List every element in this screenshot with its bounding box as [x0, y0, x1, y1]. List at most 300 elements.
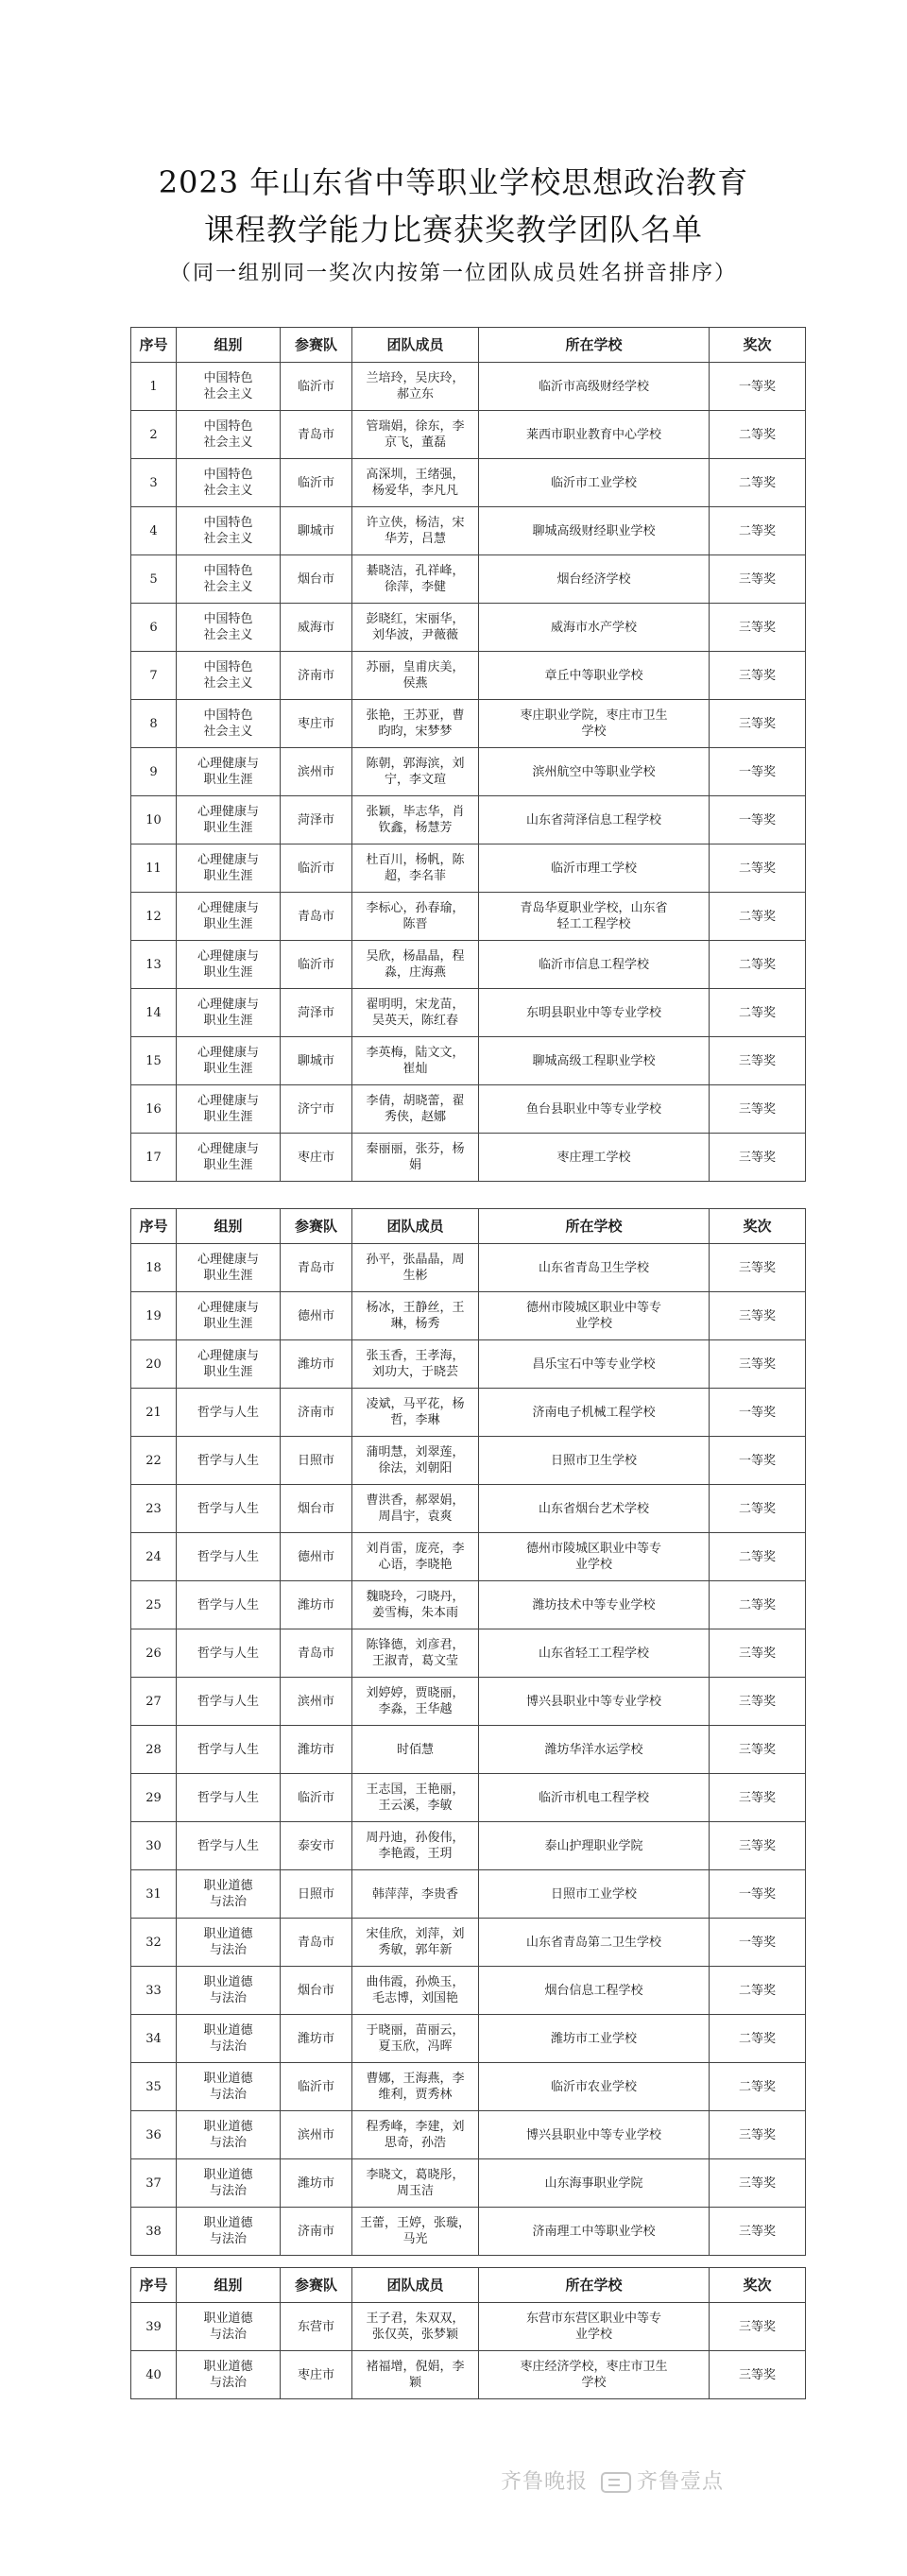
cell-category: 心理健康与 职业生涯 [177, 1292, 281, 1340]
cell-team-region: 临沂市 [281, 941, 352, 989]
cell-index: 11 [131, 844, 177, 893]
cell-team-region: 临沂市 [281, 1774, 352, 1822]
cell-index: 24 [131, 1533, 177, 1581]
awards-table-1 [130, 327, 806, 1182]
cell-award: 二等奖 [710, 2015, 806, 2063]
cell-team-region: 青岛市 [281, 411, 352, 459]
cell-index: 36 [131, 2111, 177, 2159]
cell-school: 山东省菏泽信息工程学校 [479, 796, 710, 844]
table-row [131, 459, 806, 507]
table-row [131, 604, 806, 652]
cell-category: 心理健康与 职业生涯 [177, 748, 281, 796]
table-row [131, 796, 806, 844]
cell-school: 山东省青岛第二卫生学校 [479, 1919, 710, 1967]
cell-index: 38 [131, 2208, 177, 2256]
awards-table-2 [130, 1208, 806, 2256]
cell-team-region: 枣庄市 [281, 700, 352, 748]
cell-members: 韩萍萍，李贵香 [352, 1870, 479, 1919]
footer-watermark [501, 2465, 724, 2495]
cell-award: 三等奖 [710, 1774, 806, 1822]
cell-index: 14 [131, 989, 177, 1037]
table-row [131, 2015, 806, 2063]
cell-category: 中国特色 社会主义 [177, 459, 281, 507]
cell-members: 李倩，胡晓蕾，翟 秀侠，赵娜 [352, 1085, 479, 1134]
cell-team-region: 威海市 [281, 604, 352, 652]
cell-index: 25 [131, 1581, 177, 1629]
cell-index: 4 [131, 507, 177, 555]
cell-members: 吴欣，杨晶晶，程 淼，庄海燕 [352, 941, 479, 989]
cell-category: 哲学与人生 [177, 1726, 281, 1774]
cell-award: 三等奖 [710, 700, 806, 748]
cell-category: 心理健康与 职业生涯 [177, 1340, 281, 1389]
cell-school: 滨州航空中等职业学校 [479, 748, 710, 796]
cell-index: 3 [131, 459, 177, 507]
cell-school: 枣庄经济学校，枣庄市卫生 学校 [479, 2351, 710, 2399]
cell-members: 管瑞娟，徐东，李 京飞，董磊 [352, 411, 479, 459]
column-header: 序号 [131, 328, 177, 363]
cell-members: 高深圳，王绪强， 杨爱华，李凡凡 [352, 459, 479, 507]
news-app-icon [601, 2472, 631, 2493]
column-header: 序号 [131, 1209, 177, 1244]
cell-award: 三等奖 [710, 1085, 806, 1134]
cell-index: 2 [131, 411, 177, 459]
table-row [131, 411, 806, 459]
cell-index: 27 [131, 1678, 177, 1726]
cell-award: 三等奖 [710, 555, 806, 604]
table-row [131, 700, 806, 748]
cell-category: 哲学与人生 [177, 1822, 281, 1870]
cell-school: 济南电子机械工程学校 [479, 1389, 710, 1437]
cell-category: 心理健康与 职业生涯 [177, 893, 281, 941]
cell-members: 许立侠，杨洁，宋 华芳，吕慧 [352, 507, 479, 555]
cell-team-region: 聊城市 [281, 507, 352, 555]
cell-members: 宋佳欣，刘萍，刘 秀敏，郭年新 [352, 1919, 479, 1967]
cell-members: 王蕾，王婷，张璇， 马光 [352, 2208, 479, 2256]
cell-team-region: 烟台市 [281, 1485, 352, 1533]
cell-index: 22 [131, 1437, 177, 1485]
cell-category: 哲学与人生 [177, 1533, 281, 1581]
cell-category: 职业道德 与法治 [177, 1919, 281, 1967]
cell-team-region: 德州市 [281, 1533, 352, 1581]
cell-team-region: 潍坊市 [281, 1340, 352, 1389]
cell-members: 李标心，孙春瑜， 陈晋 [352, 893, 479, 941]
column-header: 奖次 [710, 1209, 806, 1244]
cell-school: 山东省青岛卫生学校 [479, 1244, 710, 1292]
cell-award: 三等奖 [710, 1134, 806, 1182]
cell-category: 心理健康与 职业生涯 [177, 844, 281, 893]
cell-members: 曲伟霞，孙焕玉， 毛志博，刘国艳 [352, 1967, 479, 2015]
table-row [131, 1340, 806, 1389]
cell-award: 三等奖 [710, 1340, 806, 1389]
cell-school: 博兴县职业中等专业学校 [479, 1678, 710, 1726]
cell-members: 翟明明，宋龙苗， 吴英天，陈红春 [352, 989, 479, 1037]
cell-school: 日照市卫生学校 [479, 1437, 710, 1485]
table-row [131, 1919, 806, 1967]
column-header: 序号 [131, 2268, 177, 2303]
column-header: 团队成员 [352, 2268, 479, 2303]
cell-team-region: 济南市 [281, 1389, 352, 1437]
cell-index: 16 [131, 1085, 177, 1134]
cell-members: 曹洪香，郝翠娟， 周昌宇，袁爽 [352, 1485, 479, 1533]
cell-award: 二等奖 [710, 893, 806, 941]
column-header: 参赛队 [281, 1209, 352, 1244]
cell-members: 杨冰，王静丝，王 琳，杨秀 [352, 1292, 479, 1340]
cell-award: 一等奖 [710, 363, 806, 411]
table-row [131, 2303, 806, 2351]
table-row [131, 1244, 806, 1292]
cell-category: 职业道德 与法治 [177, 2111, 281, 2159]
cell-members: 孙平，张晶晶，周 生彬 [352, 1244, 479, 1292]
cell-index: 29 [131, 1774, 177, 1822]
cell-index: 34 [131, 2015, 177, 2063]
watermark-text: 齐鲁晚报 [501, 2470, 589, 2494]
cell-members: 兰培玲，吴庆玲， 郝立东 [352, 363, 479, 411]
cell-category: 职业道德 与法治 [177, 1967, 281, 2015]
table-row [131, 1678, 806, 1726]
table-row [131, 2159, 806, 2208]
cell-category: 心理健康与 职业生涯 [177, 941, 281, 989]
cell-members: 王子君，朱双双， 张仅英，张梦颖 [352, 2303, 479, 2351]
cell-members: 蒲明慧，刘翠莲， 徐法，刘朝阳 [352, 1437, 479, 1485]
cell-members: 綦晓洁，孔祥峰， 徐萍，李健 [352, 555, 479, 604]
cell-members: 张颖，毕志华，肖 钦鑫，杨慧芳 [352, 796, 479, 844]
column-header: 所在学校 [479, 328, 710, 363]
column-header: 所在学校 [479, 1209, 710, 1244]
table-row [131, 363, 806, 411]
cell-category: 职业道德 与法治 [177, 2303, 281, 2351]
cell-school: 博兴县职业中等专业学校 [479, 2111, 710, 2159]
cell-award: 二等奖 [710, 989, 806, 1037]
title-line-1: 2023 年山东省中等职业学校思想政治教育 [158, 164, 749, 200]
cell-category: 哲学与人生 [177, 1774, 281, 1822]
cell-index: 6 [131, 604, 177, 652]
cell-award: 三等奖 [710, 2159, 806, 2208]
cell-category: 哲学与人生 [177, 1437, 281, 1485]
cell-team-region: 济南市 [281, 652, 352, 700]
column-header: 奖次 [710, 2268, 806, 2303]
cell-index: 13 [131, 941, 177, 989]
cell-team-region: 枣庄市 [281, 1134, 352, 1182]
cell-team-region: 临沂市 [281, 459, 352, 507]
column-header: 参赛队 [281, 328, 352, 363]
table-row [131, 652, 806, 700]
cell-team-region: 滨州市 [281, 1678, 352, 1726]
table-row [131, 844, 806, 893]
cell-index: 17 [131, 1134, 177, 1182]
cell-index: 30 [131, 1822, 177, 1870]
brand-text: 齐鲁壹点 [637, 2470, 725, 2494]
cell-school: 烟台经济学校 [479, 555, 710, 604]
cell-members: 张玉香，王孝海， 刘功大，于晓芸 [352, 1340, 479, 1389]
cell-category: 哲学与人生 [177, 1581, 281, 1629]
cell-team-region: 临沂市 [281, 363, 352, 411]
cell-category: 中国特色 社会主义 [177, 700, 281, 748]
cell-category: 中国特色 社会主义 [177, 507, 281, 555]
cell-team-region: 东营市 [281, 2303, 352, 2351]
table-row [131, 1726, 806, 1774]
table-row [131, 1134, 806, 1182]
cell-school: 泰山护理职业学院 [479, 1822, 710, 1870]
cell-category: 心理健康与 职业生涯 [177, 1134, 281, 1182]
cell-award: 三等奖 [710, 2111, 806, 2159]
cell-award: 二等奖 [710, 1485, 806, 1533]
cell-category: 职业道德 与法治 [177, 1870, 281, 1919]
table-row [131, 1485, 806, 1533]
cell-category: 中国特色 社会主义 [177, 652, 281, 700]
table-header-row [131, 2268, 806, 2303]
cell-index: 40 [131, 2351, 177, 2399]
cell-category: 心理健康与 职业生涯 [177, 1037, 281, 1085]
table-row [131, 1629, 806, 1678]
cell-award: 三等奖 [710, 1037, 806, 1085]
cell-team-region: 日照市 [281, 1437, 352, 1485]
cell-award: 三等奖 [710, 1244, 806, 1292]
cell-school: 昌乐宝石中等专业学校 [479, 1340, 710, 1389]
cell-members: 秦丽丽，张芬，杨 娟 [352, 1134, 479, 1182]
table-row [131, 1085, 806, 1134]
cell-category: 心理健康与 职业生涯 [177, 1085, 281, 1134]
column-header: 参赛队 [281, 2268, 352, 2303]
cell-members: 彭晓红，宋丽华， 刘华波，尹薇薇 [352, 604, 479, 652]
cell-award: 三等奖 [710, 1292, 806, 1340]
cell-index: 19 [131, 1292, 177, 1340]
table-row [131, 1822, 806, 1870]
cell-school: 日照市工业学校 [479, 1870, 710, 1919]
cell-team-region: 烟台市 [281, 1967, 352, 2015]
cell-index: 10 [131, 796, 177, 844]
cell-members: 凌斌，马平花，杨 哲，李琳 [352, 1389, 479, 1437]
cell-category: 心理健康与 职业生涯 [177, 989, 281, 1037]
cell-category: 职业道德 与法治 [177, 2159, 281, 2208]
cell-team-region: 聊城市 [281, 1037, 352, 1085]
table-row [131, 748, 806, 796]
cell-category: 职业道德 与法治 [177, 2015, 281, 2063]
cell-members: 李晓文，葛晓彤， 周玉洁 [352, 2159, 479, 2208]
cell-category: 职业道德 与法治 [177, 2063, 281, 2111]
cell-school: 潍坊市工业学校 [479, 2015, 710, 2063]
column-header: 组别 [177, 2268, 281, 2303]
cell-category: 心理健康与 职业生涯 [177, 796, 281, 844]
cell-award: 三等奖 [710, 2351, 806, 2399]
cell-index: 37 [131, 2159, 177, 2208]
cell-team-region: 济宁市 [281, 1085, 352, 1134]
table-row [131, 1967, 806, 2015]
cell-members: 时佰慧 [352, 1726, 479, 1774]
cell-team-region: 菏泽市 [281, 989, 352, 1037]
cell-category: 哲学与人生 [177, 1629, 281, 1678]
cell-team-region: 潍坊市 [281, 1726, 352, 1774]
cell-team-region: 德州市 [281, 1292, 352, 1340]
cell-index: 21 [131, 1389, 177, 1437]
cell-school: 聊城高级工程职业学校 [479, 1037, 710, 1085]
cell-members: 苏丽，皇甫庆美， 侯燕 [352, 652, 479, 700]
cell-award: 二等奖 [710, 2063, 806, 2111]
cell-award: 一等奖 [710, 1389, 806, 1437]
cell-index: 26 [131, 1629, 177, 1678]
cell-index: 15 [131, 1037, 177, 1085]
cell-school: 济南理工中等职业学校 [479, 2208, 710, 2256]
cell-school: 临沂市高级财经学校 [479, 363, 710, 411]
table-row [131, 1437, 806, 1485]
cell-award: 三等奖 [710, 1822, 806, 1870]
cell-school: 临沂市机电工程学校 [479, 1774, 710, 1822]
cell-members: 周丹迪，孙俊伟， 李艳霞，王玥 [352, 1822, 479, 1870]
column-header: 所在学校 [479, 2268, 710, 2303]
cell-members: 于晓丽，苗丽云， 夏玉欣，冯晖 [352, 2015, 479, 2063]
cell-index: 31 [131, 1870, 177, 1919]
cell-award: 一等奖 [710, 1919, 806, 1967]
cell-team-region: 枣庄市 [281, 2351, 352, 2399]
table-row [131, 941, 806, 989]
cell-category: 职业道德 与法治 [177, 2351, 281, 2399]
column-header: 组别 [177, 328, 281, 363]
cell-team-region: 青岛市 [281, 893, 352, 941]
column-header: 奖次 [710, 328, 806, 363]
cell-school: 山东海事职业学院 [479, 2159, 710, 2208]
cell-school: 山东省轻工工程学校 [479, 1629, 710, 1678]
cell-category: 中国特色 社会主义 [177, 555, 281, 604]
table-header-row [131, 1209, 806, 1244]
cell-school: 潍坊华洋水运学校 [479, 1726, 710, 1774]
cell-index: 5 [131, 555, 177, 604]
cell-team-region: 滨州市 [281, 748, 352, 796]
cell-award: 二等奖 [710, 844, 806, 893]
cell-school: 威海市水产学校 [479, 604, 710, 652]
cell-team-region: 青岛市 [281, 1629, 352, 1678]
cell-category: 哲学与人生 [177, 1389, 281, 1437]
cell-award: 二等奖 [710, 507, 806, 555]
table-row [131, 2351, 806, 2399]
cell-members: 曹娜，王海燕，李 维利，贾秀林 [352, 2063, 479, 2111]
cell-school: 东明县职业中等专业学校 [479, 989, 710, 1037]
cell-members: 刘婷婷，贾晓丽， 李淼，王华越 [352, 1678, 479, 1726]
cell-team-region: 滨州市 [281, 2111, 352, 2159]
cell-award: 二等奖 [710, 459, 806, 507]
table-row [131, 989, 806, 1037]
cell-team-region: 菏泽市 [281, 796, 352, 844]
cell-team-region: 临沂市 [281, 2063, 352, 2111]
column-header: 团队成员 [352, 328, 479, 363]
cell-team-region: 济南市 [281, 2208, 352, 2256]
cell-award: 三等奖 [710, 1726, 806, 1774]
cell-members: 魏晓玲，刁晓丹， 姜雪梅，朱本雨 [352, 1581, 479, 1629]
awards-table-3 [130, 2267, 806, 2399]
cell-school: 章丘中等职业学校 [479, 652, 710, 700]
table-row [131, 2208, 806, 2256]
cell-category: 职业道德 与法治 [177, 2208, 281, 2256]
cell-team-region: 烟台市 [281, 555, 352, 604]
cell-school: 枣庄理工学校 [479, 1134, 710, 1182]
cell-school: 德州市陵城区职业中等专 业学校 [479, 1533, 710, 1581]
cell-category: 哲学与人生 [177, 1485, 281, 1533]
cell-school: 潍坊技术中等专业学校 [479, 1581, 710, 1629]
cell-award: 三等奖 [710, 2208, 806, 2256]
table-row [131, 1774, 806, 1822]
cell-school: 临沂市农业学校 [479, 2063, 710, 2111]
cell-index: 7 [131, 652, 177, 700]
title-line-2: 课程教学能力比赛获奖教学团队名单 [203, 212, 703, 247]
cell-members: 陈朝，郭海滨，刘 宁，李文瑄 [352, 748, 479, 796]
cell-category: 中国特色 社会主义 [177, 604, 281, 652]
cell-category: 中国特色 社会主义 [177, 363, 281, 411]
cell-award: 一等奖 [710, 1437, 806, 1485]
cell-members: 王志国，王艳丽， 王云溪，李敏 [352, 1774, 479, 1822]
cell-school: 临沂市工业学校 [479, 459, 710, 507]
cell-team-region: 潍坊市 [281, 1581, 352, 1629]
subtitle: （同一组别同一奖次内按第一位团队成员姓名拼音排序） [169, 262, 737, 285]
cell-category: 心理健康与 职业生涯 [177, 1244, 281, 1292]
cell-team-region: 潍坊市 [281, 2159, 352, 2208]
table-row [131, 1533, 806, 1581]
cell-index: 20 [131, 1340, 177, 1389]
cell-index: 8 [131, 700, 177, 748]
table-header-row [131, 328, 806, 363]
cell-award: 三等奖 [710, 652, 806, 700]
cell-index: 1 [131, 363, 177, 411]
cell-index: 12 [131, 893, 177, 941]
cell-school: 莱西市职业教育中心学校 [479, 411, 710, 459]
cell-award: 二等奖 [710, 1581, 806, 1629]
cell-award: 二等奖 [710, 941, 806, 989]
cell-category: 哲学与人生 [177, 1678, 281, 1726]
cell-team-region: 青岛市 [281, 1244, 352, 1292]
cell-school: 青岛华夏职业学校，山东省 轻工工程学校 [479, 893, 710, 941]
cell-award: 三等奖 [710, 1629, 806, 1678]
cell-school: 枣庄职业学院，枣庄市卫生 学校 [479, 700, 710, 748]
cell-members: 李英梅，陆文文， 崔灿 [352, 1037, 479, 1085]
table-row [131, 1870, 806, 1919]
cell-members: 程秀峰，李建，刘 思奇，孙浩 [352, 2111, 479, 2159]
cell-members: 张艳，王苏亚，曹 昀昀，宋梦梦 [352, 700, 479, 748]
cell-award: 一等奖 [710, 748, 806, 796]
cell-school: 临沂市信息工程学校 [479, 941, 710, 989]
table-row [131, 507, 806, 555]
cell-school: 鱼台县职业中等专业学校 [479, 1085, 710, 1134]
column-header: 团队成员 [352, 1209, 479, 1244]
cell-award: 二等奖 [710, 1967, 806, 2015]
cell-team-region: 潍坊市 [281, 2015, 352, 2063]
cell-team-region: 日照市 [281, 1870, 352, 1919]
cell-category: 中国特色 社会主义 [177, 411, 281, 459]
table-row [131, 2063, 806, 2111]
cell-school: 烟台信息工程学校 [479, 1967, 710, 2015]
cell-index: 9 [131, 748, 177, 796]
cell-school: 东营市东营区职业中等专 业学校 [479, 2303, 710, 2351]
cell-index: 39 [131, 2303, 177, 2351]
cell-school: 山东省烟台艺术学校 [479, 1485, 710, 1533]
cell-members: 杜百川，杨帆，陈 超，李名菲 [352, 844, 479, 893]
cell-award: 一等奖 [710, 796, 806, 844]
table-row [131, 1292, 806, 1340]
cell-award: 一等奖 [710, 1870, 806, 1919]
cell-index: 33 [131, 1967, 177, 2015]
cell-index: 32 [131, 1919, 177, 1967]
cell-school: 临沂市理工学校 [479, 844, 710, 893]
cell-team-region: 泰安市 [281, 1822, 352, 1870]
cell-team-region: 青岛市 [281, 1919, 352, 1967]
cell-school: 聊城高级财经职业学校 [479, 507, 710, 555]
cell-index: 23 [131, 1485, 177, 1533]
cell-index: 18 [131, 1244, 177, 1292]
cell-award: 二等奖 [710, 411, 806, 459]
cell-members: 陈锋德，刘彦君， 王淑青，葛文莹 [352, 1629, 479, 1678]
cell-award: 三等奖 [710, 2303, 806, 2351]
cell-members: 褚福增，倪娟，李 颖 [352, 2351, 479, 2399]
cell-members: 刘肖雷，庞亮，李 心语，李晓艳 [352, 1533, 479, 1581]
cell-index: 35 [131, 2063, 177, 2111]
cell-award: 三等奖 [710, 604, 806, 652]
table-row [131, 1389, 806, 1437]
